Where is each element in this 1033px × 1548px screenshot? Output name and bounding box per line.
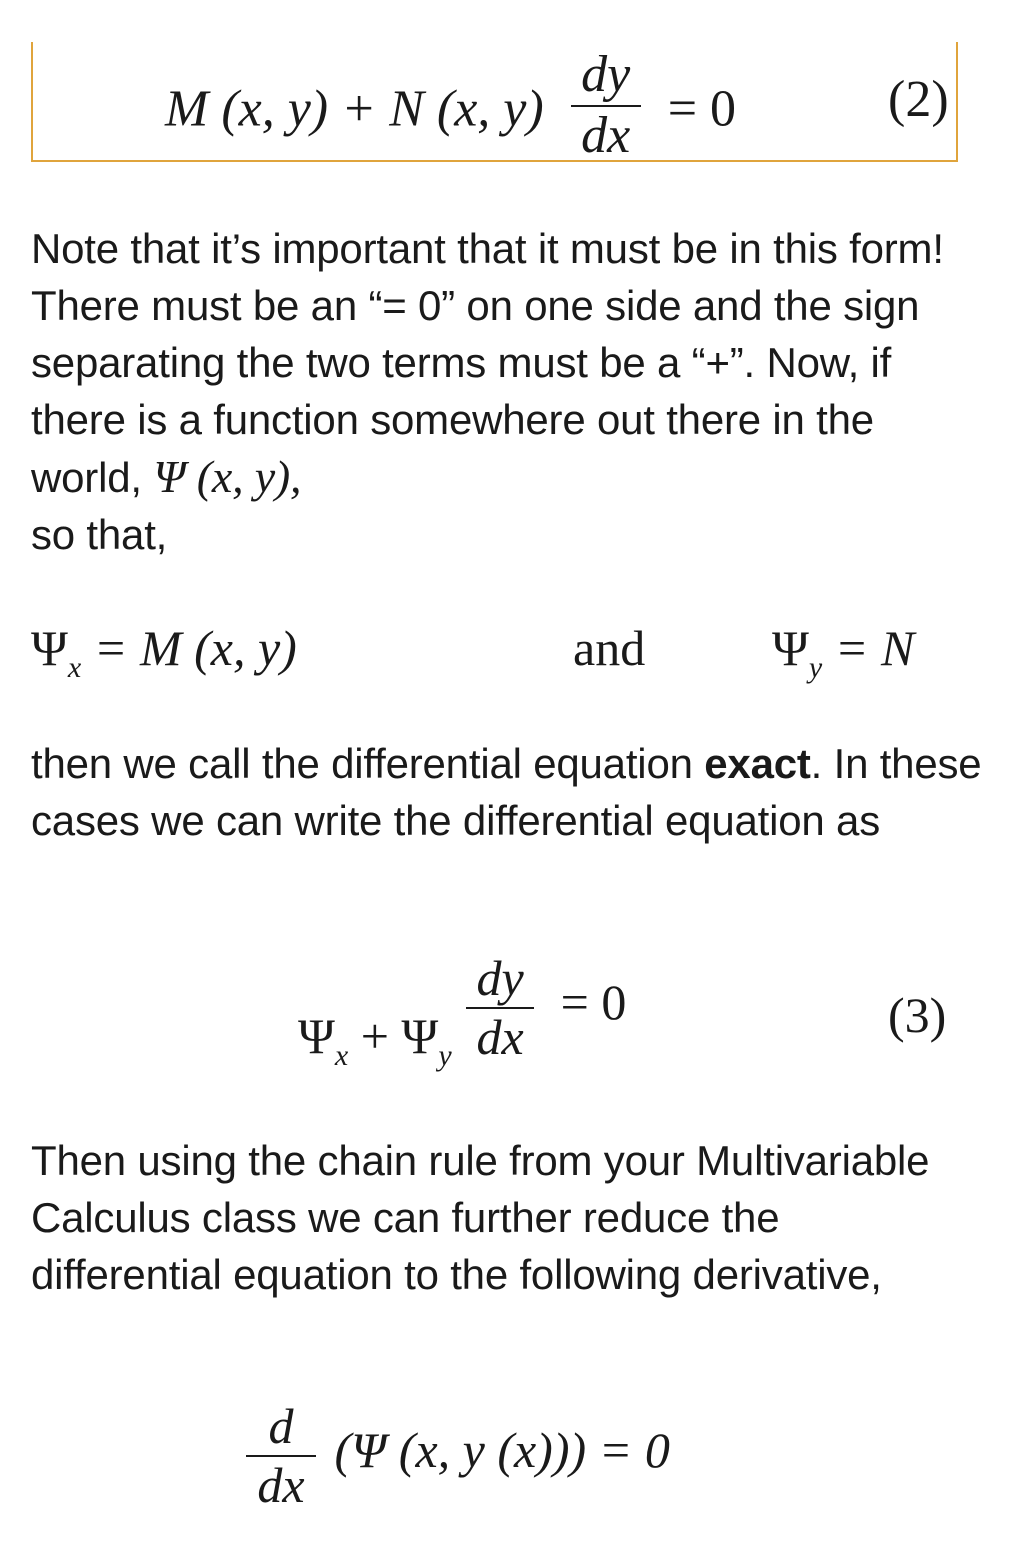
exact-keyword: exact [704,740,811,787]
psi-function-expression: Ψ (x, y), [153,451,302,502]
subscript-x: x [334,1038,349,1072]
paragraph-exact-definition [31,735,991,849]
psi-symbol: Ψ [401,1007,439,1064]
equation-3-fraction [466,952,534,1063]
equation-4-denominator: dx [257,1456,305,1513]
equation-3-numerator: dy [476,950,524,1006]
condition-right [772,618,915,684]
equation-2-lhs: M (x, y) + N (x, y) [165,80,544,138]
psi-symbol: Ψ [772,620,809,676]
equation-2-number: (2) [888,71,949,128]
equation-2-rhs: = 0 [667,80,737,138]
subscript-y: y [438,1038,452,1072]
equation-4-numerator: d [268,1398,294,1454]
paragraph-1-tail: so that, [31,511,168,558]
equation-2-denominator: dx [581,106,631,164]
paragraph-chain-rule: Then using the chain rule from your Multivariable Calculus class we can further reduce the differential equation to the following derivative, [31,1137,930,1298]
subscript-x: x [67,651,82,684]
psi-symbol: Ψ [298,1007,335,1064]
equation-4 [246,1400,670,1511]
psi-symbol: Ψ [31,620,68,676]
plus-sign: + [360,1007,389,1064]
equation-2-fraction [571,48,641,163]
condition-left-rhs: = M (x, y) [93,620,297,676]
equation-3-rhs: = 0 [560,973,627,1030]
condition-and: and [573,620,646,676]
equation-2 [165,46,737,171]
subscript-y: y [808,651,823,684]
equation-3-denominator: dx [476,1008,524,1065]
equation-4-expression: (Ψ (x, y (x))) = 0 [334,1421,670,1478]
equation-2-numerator: dy [581,46,631,103]
equation-4-fraction [246,1400,316,1511]
condition-left [31,618,297,684]
paragraph-2-before: then we call the differential equation [31,740,693,787]
paragraph-exact-form [31,220,991,563]
condition-right-rhs: = N [834,620,915,676]
paragraph-1-text: Note that it’s important that it must be in this form! There must be an “= 0” on one side and the sign separating the two terms must be a “+”. Now, if there is a function somewhere out there in the world, [31,225,944,501]
equation-3-number: (3) [888,987,947,1043]
paragraph-2-after: . In these cases we can write the differential equation as [31,740,982,844]
equation-3 [298,950,627,1072]
